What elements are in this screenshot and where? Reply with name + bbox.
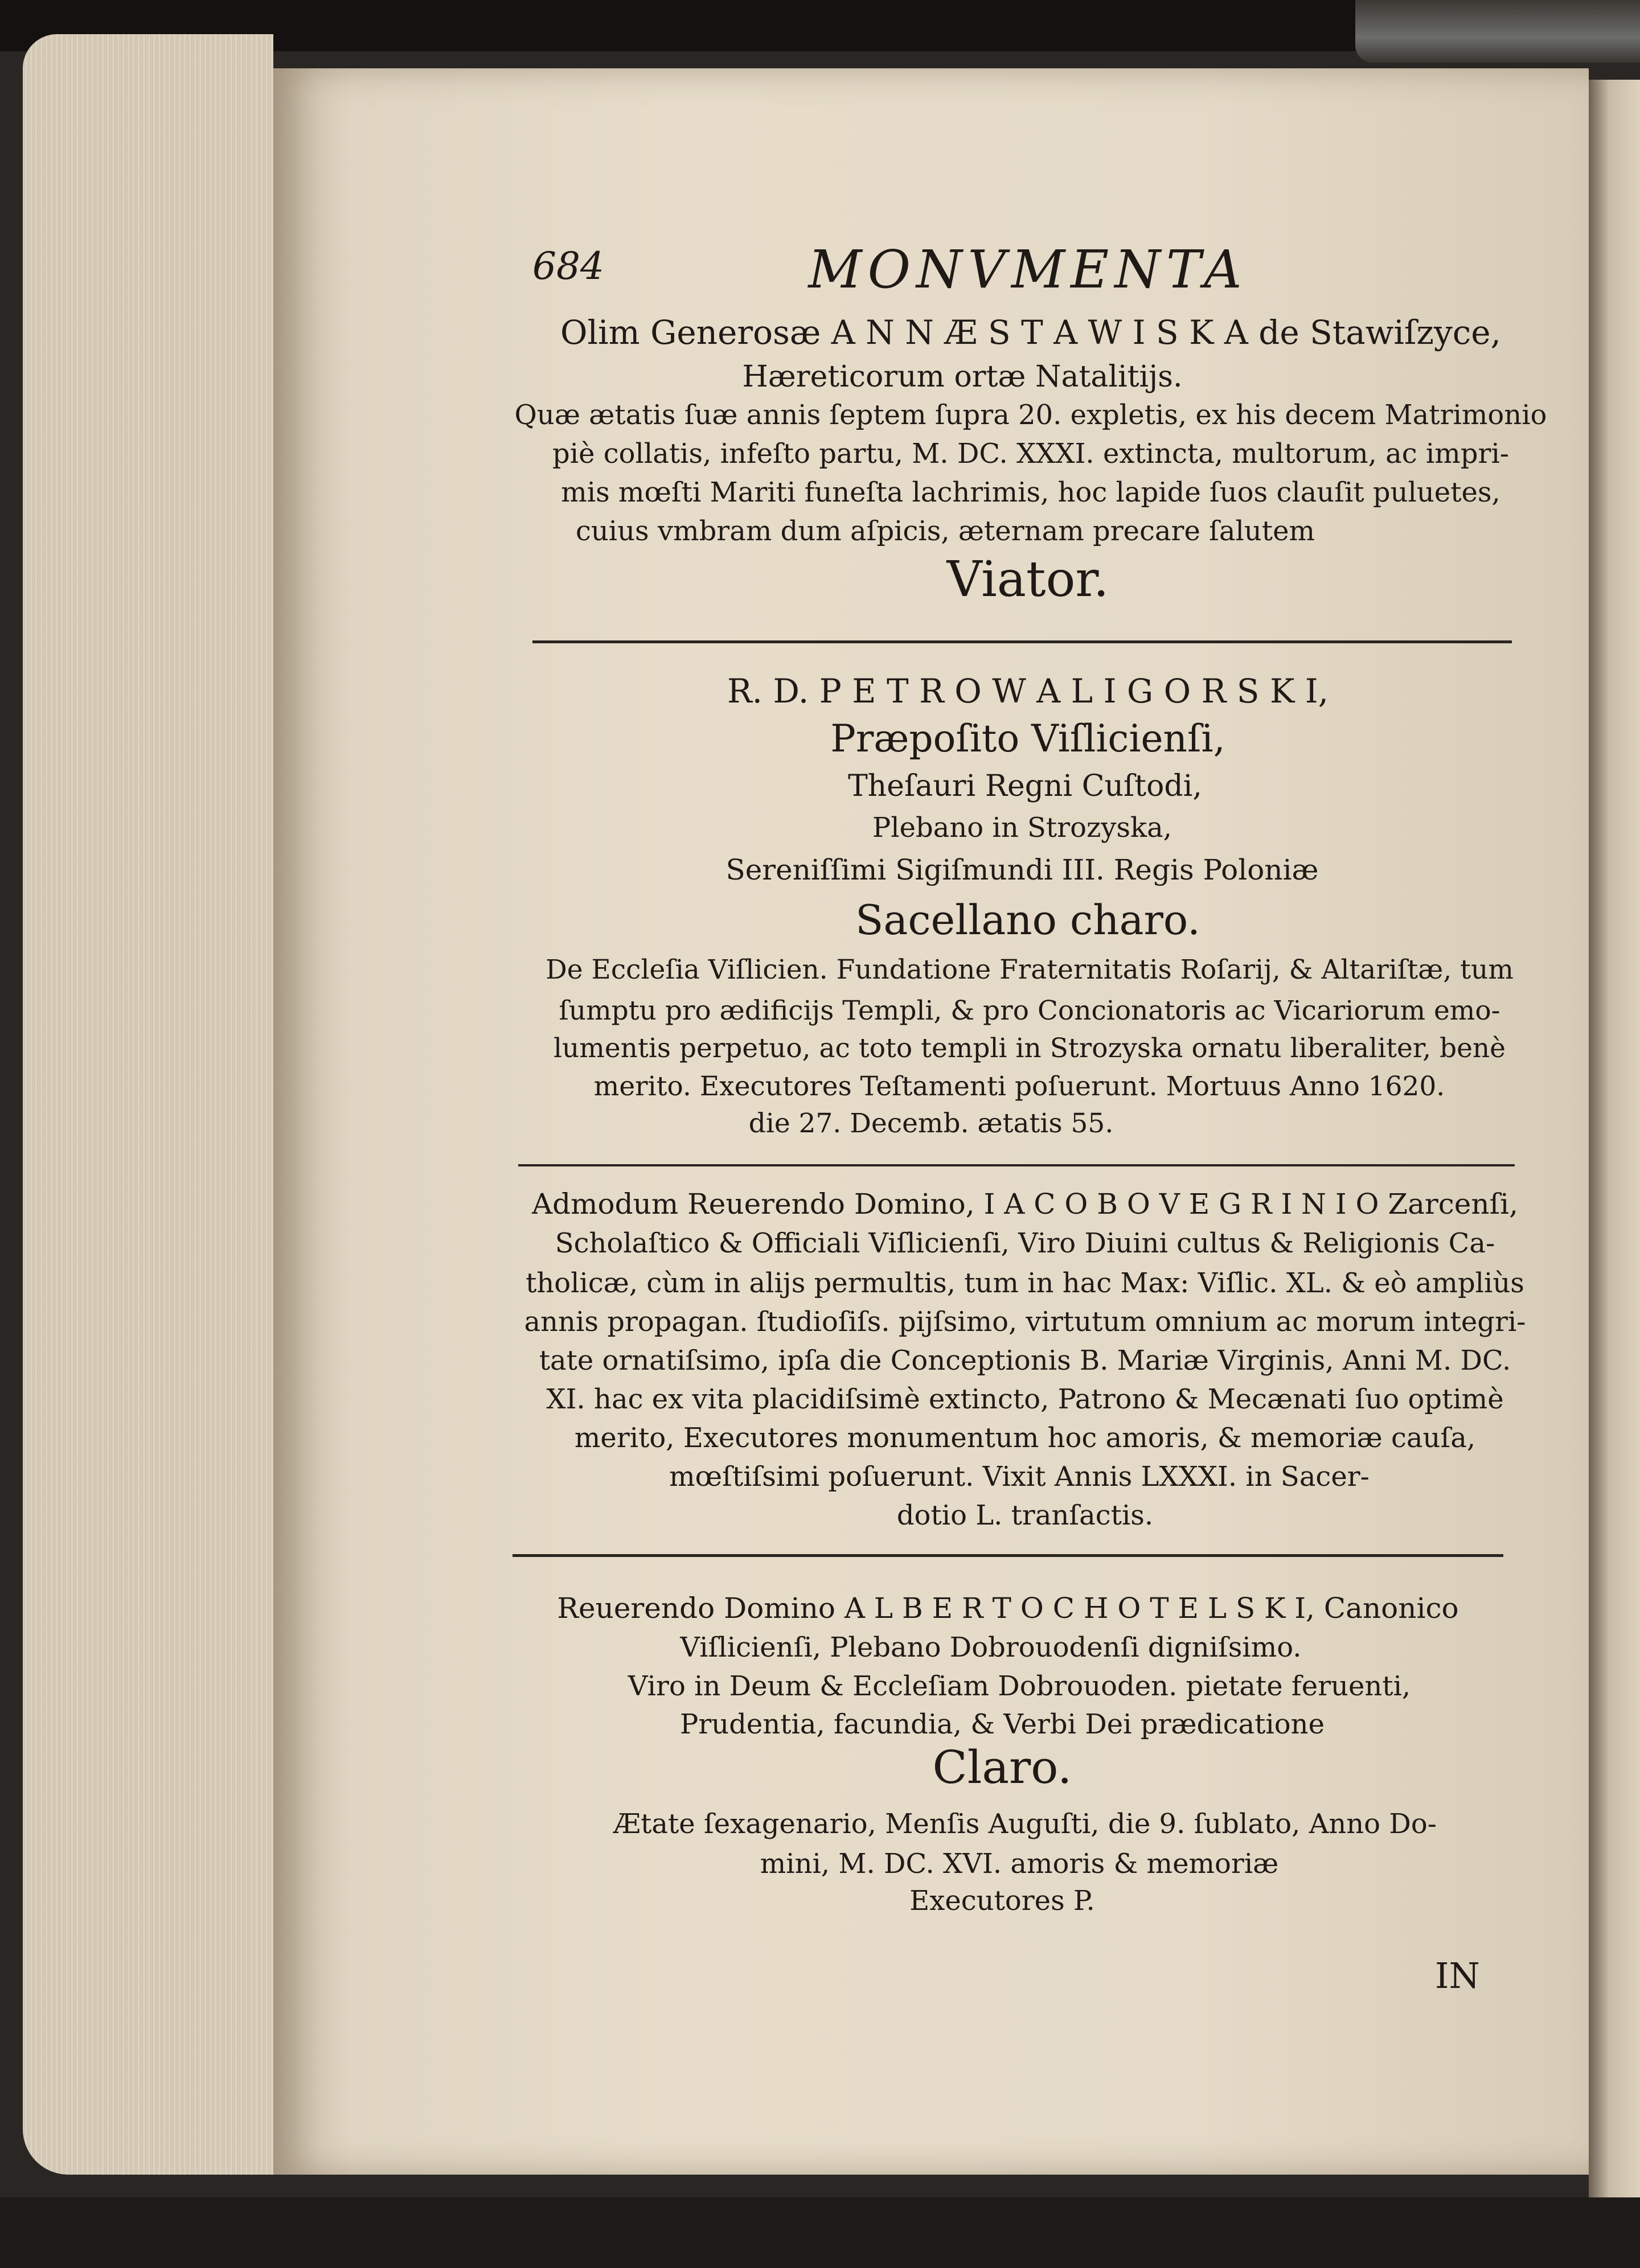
epitaph-line: mis mœſti Mariti funeſta lachrimis, hoc lapide ſuos clauſit puluetes, bbox=[561, 476, 1500, 508]
facing-page-edge bbox=[1589, 80, 1640, 2214]
epitaph-line: Theſauri Regni Cuſtodi, bbox=[848, 769, 1202, 803]
epitaph-line: tate ornatiſsimo, ipſa die Conceptionis B. Mariæ Virginis, Anni M. DC. bbox=[539, 1345, 1511, 1377]
section-divider bbox=[532, 640, 1512, 643]
epitaph-closing: Viator. bbox=[946, 551, 1109, 608]
epitaph-line: mœſtiſsimi poſuerunt. Vixit Annis LXXXI. in Sacer- bbox=[669, 1461, 1370, 1493]
epitaph-line: Admodum Reuerendo Domino, I A C O B O V E G R I N I O Zarcenſi, bbox=[532, 1188, 1518, 1221]
page-edges bbox=[23, 34, 273, 2175]
epitaph-line: Præpoſito Viſlicienſi, bbox=[830, 717, 1225, 761]
epitaph-line: merito. Executores Teſtamenti poſuerunt. Mortuus Anno 1620. bbox=[593, 1071, 1445, 1102]
section-divider bbox=[518, 1164, 1515, 1166]
epitaph-line: Ætate ſexagenario, Menſis Auguſti, die 9. ſublato, Anno Do- bbox=[613, 1808, 1437, 1840]
epitaph-line: annis propagan. ſtudioſiſs. pijſsimo, virtutum omnium ac morum integri- bbox=[524, 1306, 1526, 1338]
epitaph-line: Executores P. bbox=[909, 1885, 1095, 1917]
epitaph-line: ſumptu pro ædificijs Templi, & pro Concionatoris ac Vicariorum emo- bbox=[559, 995, 1500, 1026]
epitaph-line: Sacellano charo. bbox=[855, 896, 1200, 944]
epitaph-line: tholicæ, cùm in alijs permultis, tum in hac Max: Viſlic. XL. & eò ampliùs bbox=[526, 1267, 1524, 1299]
epitaph-line: Quæ ætatis ſuæ annis ſeptem ſupra 20. expletis, ex his decem Matrimonio bbox=[514, 399, 1547, 431]
epitaph-line: dotio L. tranſactis. bbox=[896, 1499, 1154, 1531]
epitaph-line: mini, M. DC. XVI. amoris & memoriæ bbox=[760, 1848, 1279, 1880]
epitaph-line: merito, Executores monumentum hoc amoris, & memoriæ cauſa, bbox=[574, 1422, 1476, 1454]
epitaph-closing: Claro. bbox=[932, 1741, 1072, 1794]
epitaph-line: Prudentia, facundia, & Verbi Dei prædicatione bbox=[680, 1708, 1325, 1740]
epitaph-line: De Eccleſia Viſlicien. Fundatione Fraternitatis Roſarij, & Altariſtæ, tum bbox=[546, 954, 1514, 985]
running-title: MONVMENTA bbox=[808, 239, 1248, 300]
background-bottom bbox=[0, 2197, 1640, 2268]
epitaph-line: Sereniſſimi Sigiſmundi III. Regis Poloniæ bbox=[725, 853, 1319, 886]
epitaph-line: XI. hac ex vita placidiſsimè extincto, Patrono & Mecænati ſuo optimè bbox=[546, 1383, 1504, 1415]
book-cover-edge bbox=[1355, 0, 1640, 63]
epitaph-line: Scholaſtico & Officiali Viſlicienſi, Viro Diuini cultus & Religionis Ca- bbox=[555, 1227, 1495, 1259]
page-number: 684 bbox=[532, 244, 604, 288]
epitaph-line: cuius vmbram dum aſpicis, æternam precare ſalutem bbox=[575, 515, 1315, 547]
epitaph-line: lumentis perpetuo, ac toto templi in Strozyska ornatu liberaliter, benè bbox=[554, 1033, 1506, 1064]
section-divider bbox=[512, 1554, 1503, 1557]
epitaph-line: Olim Generosæ A N N Æ S T A W I S K A de Stawiſzyce, bbox=[560, 313, 1501, 352]
epitaph-line: Reuerendo Domino A L B E R T O C H O T E L S K I, Canonico bbox=[557, 1592, 1459, 1625]
epitaph-line: die 27. Decemb. ætatis 55. bbox=[748, 1108, 1114, 1139]
epitaph-line: Plebano in Strozyska, bbox=[872, 812, 1172, 844]
epitaph-line: R. D. P E T R O W A L I G O R S K I, bbox=[727, 672, 1329, 710]
catchword: IN bbox=[1435, 1955, 1480, 1996]
epitaph-line: Viro in Deum & Eccleſiam Dobrouoden. pietate feruenti, bbox=[628, 1670, 1411, 1702]
epitaph-line: Viſlicienſi, Plebano Dobrouodenſi digniſsimo. bbox=[680, 1632, 1302, 1663]
epitaph-line: piè collatis, infeſto partu, M. DC. XXXI. extincta, multorum, ac impri- bbox=[552, 438, 1510, 470]
epitaph-line: Hæreticorum ortæ Natalitijs. bbox=[742, 360, 1183, 394]
